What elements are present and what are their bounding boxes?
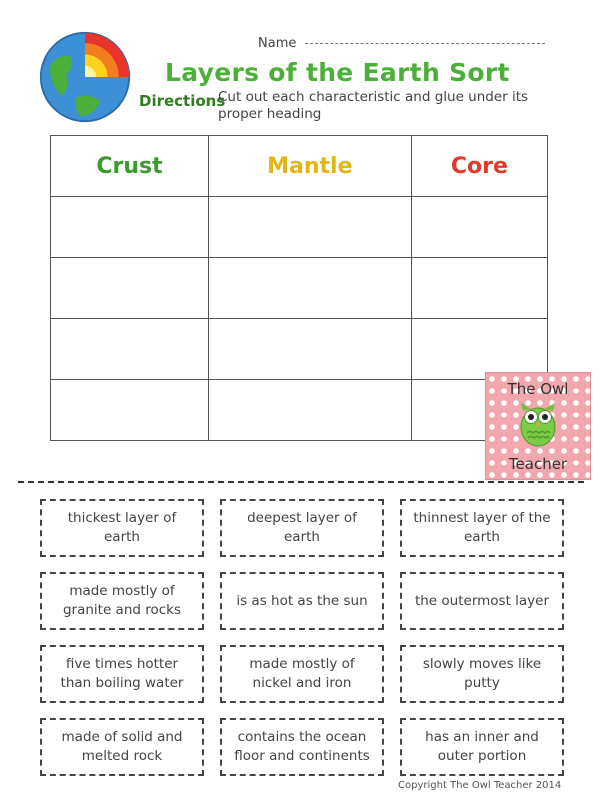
characteristic-card[interactable] <box>40 645 204 703</box>
characteristic-card[interactable] <box>400 718 564 776</box>
owl-teacher-badge <box>485 372 591 480</box>
crust-cell[interactable] <box>51 380 209 441</box>
card-text: thinnest layer of the earth <box>413 510 551 545</box>
crust-cell[interactable] <box>51 258 209 319</box>
table-row <box>51 380 548 441</box>
crust-cell[interactable] <box>51 197 209 258</box>
crust-heading: Crust <box>51 136 209 197</box>
directions-text: Cut out each characteristic and glue under its proper heading <box>218 89 529 122</box>
badge-top-text: The Owl <box>507 380 569 398</box>
characteristic-card[interactable] <box>400 645 564 703</box>
card-text: made mostly of granite and rocks <box>62 583 182 618</box>
name-label: Name <box>258 36 297 51</box>
name-blank-line[interactable] <box>305 43 545 44</box>
characteristic-card[interactable] <box>220 499 384 557</box>
card-text: has an inner and outer portion <box>425 729 539 764</box>
card-text: is as hot as the sun <box>236 592 368 609</box>
earth-layers-icon <box>38 30 132 124</box>
mantle-cell[interactable] <box>208 380 411 441</box>
page-title: Layers of the Earth Sort <box>165 58 510 87</box>
characteristic-card[interactable] <box>220 572 384 630</box>
badge-bottom-text: Teacher <box>508 455 568 473</box>
directions-label: Directions <box>139 92 226 110</box>
card-text: deepest layer of earth <box>247 510 357 545</box>
crust-cell[interactable] <box>51 319 209 380</box>
characteristic-card[interactable] <box>220 645 384 703</box>
characteristic-card[interactable] <box>220 718 384 776</box>
table-row <box>51 258 548 319</box>
cut-line <box>18 481 584 483</box>
core-cell[interactable] <box>411 258 547 319</box>
characteristic-card[interactable] <box>40 499 204 557</box>
characteristic-card[interactable] <box>40 718 204 776</box>
core-cell[interactable] <box>411 197 547 258</box>
owl-icon <box>517 401 559 449</box>
core-heading: Core <box>411 136 547 197</box>
mantle-cell[interactable] <box>208 258 411 319</box>
table-row <box>51 197 548 258</box>
card-text: thickest layer of earth <box>67 510 177 545</box>
mantle-heading: Mantle <box>208 136 411 197</box>
core-cell[interactable] <box>411 319 547 380</box>
card-text: made of solid and melted rock <box>61 729 183 764</box>
card-text: slowly moves like putty <box>422 656 542 691</box>
name-field[interactable] <box>258 36 545 51</box>
card-text: contains the ocean floor and continents <box>234 729 370 764</box>
mantle-cell[interactable] <box>208 197 411 258</box>
characteristic-card[interactable] <box>400 499 564 557</box>
characteristic-card[interactable] <box>40 572 204 630</box>
table-row <box>51 319 548 380</box>
characteristic-card[interactable] <box>400 572 564 630</box>
card-text: made mostly of nickel and iron <box>249 656 355 691</box>
header-row <box>51 136 548 197</box>
copyright-text: Copyright The Owl Teacher 2014 <box>398 780 562 791</box>
card-text: the outermost layer <box>414 592 550 609</box>
sort-table <box>50 135 548 441</box>
mantle-cell[interactable] <box>208 319 411 380</box>
card-text: five times hotter than boiling water <box>60 656 184 691</box>
